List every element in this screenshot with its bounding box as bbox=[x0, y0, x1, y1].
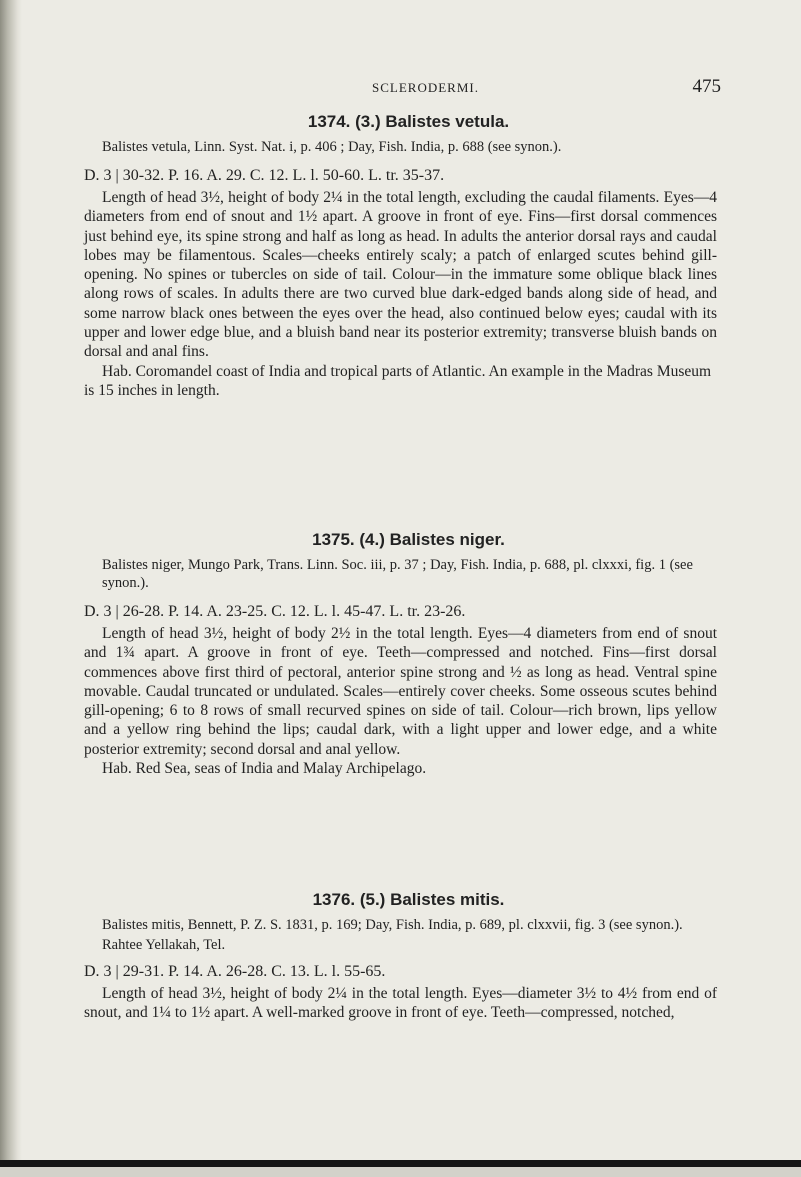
species-entry-1375 bbox=[84, 530, 717, 778]
synonymy: Balistes niger, Mungo Park, Trans. Linn. Soc. iii, p. 37 ; Day, Fish. India, p. 688, pl. clxxxi, fig. 1 (see synon.). bbox=[102, 557, 693, 591]
species-description: Length of head 3½, height of body 2¼ in the total length. Eyes—diameter 3½ to 4½ from end of snout, and 1¼ to 1½ apart. A well-marked groove in front of eye. Teeth—compressed, notched, bbox=[84, 985, 717, 1022]
species-heading: 1376. (5.) Balistes mitis. bbox=[312, 890, 505, 909]
fin-ray-counts: D. 3 | 26-28. P. 14. A. 23-25. C. 12. L. l. 45-47. L. tr. 23-26. bbox=[84, 603, 466, 620]
page-number: 475 bbox=[692, 76, 721, 97]
binding-shadow bbox=[0, 0, 22, 1177]
vernacular-name: Rahtee Yellakah, Tel. bbox=[102, 937, 226, 953]
species-entry-1376 bbox=[84, 890, 717, 1023]
habitat: Hab. Coromandel coast of India and tropical parts of Atlantic. An example in the Madras Museum is 15 inches in length. bbox=[84, 362, 712, 399]
fin-ray-counts: D. 3 | 29-31. P. 14. A. 26-28. C. 13. L. l. 55-65. bbox=[84, 963, 386, 980]
species-heading: 1374. (3.) Balistes vetula. bbox=[307, 112, 510, 131]
synonymy: Balistes mitis, Bennett, P. Z. S. 1831, p. 169; Day, Fish. India, p. 689, pl. clxxvii, fig. 3 (see synon.). bbox=[102, 917, 683, 933]
habitat: Hab. Red Sea, seas of India and Malay Archipelago. bbox=[102, 760, 427, 778]
fin-ray-counts: D. 3 | 30-32. P. 16. A. 29. C. 12. L. l. 50-60. L. tr. 35-37. bbox=[84, 167, 445, 184]
page-edge bbox=[0, 1167, 801, 1177]
bottom-border bbox=[0, 1160, 801, 1167]
species-heading: 1375. (4.) Balistes niger. bbox=[312, 530, 505, 549]
species-description: Length of head 3½, height of body 2½ in the total length. Eyes—4 diameters from end of snout and 1¾ apart. A groove in front of eye. Teeth—compressed and notched. Fins—first dorsal commences above first third of pectoral, anterior spine strong and ½ as long as head. Ventral spine movable. Caudal truncated or undulated. Scales—entirely cover cheeks. Some osseous scutes behind gill-opening; 6 to 8 rows of small recurved spines on side of tail. Colour—rich brown, lips yellow and a yellow ring behind the lips; caudal dark, with a light upper and lower edge, and a white posterior extremity; second dorsal and anal yellow. bbox=[84, 625, 717, 758]
running-head bbox=[0, 76, 801, 104]
synonymy: Balistes vetula, Linn. Syst. Nat. i, p. 406 ; Day, Fish. India, p. 688 (see synon.). bbox=[102, 139, 562, 155]
running-head-title: SCLERODERMI. bbox=[372, 80, 479, 95]
species-entry-1374 bbox=[84, 112, 717, 400]
species-description: Length of head 3½, height of body 2¼ in the total length, excluding the caudal filaments. Eyes—4 diameters from end of snout and 1½ apart. A groove in front of eye. Fins—first dorsal commences just behind eye, its spine strong and half as long as head. In adults the anterior dorsal rays and caudal lobes may be filamentous. Scales—cheeks entirely scaly; a patch of enlarged scutes behind gill-opening. No spines or tubercles on side of tail. Colour—in the immature some oblique black lines along rows of scales. In adults there are two curved blue dark-edged bands along side of head, and some narrow black ones between the eyes over the head, also continued below eyes; caudal with its upper and lower edge blue, and a bluish band near its posterior extremity; transverse bluish bands on dorsal and anal fins. bbox=[84, 189, 717, 361]
